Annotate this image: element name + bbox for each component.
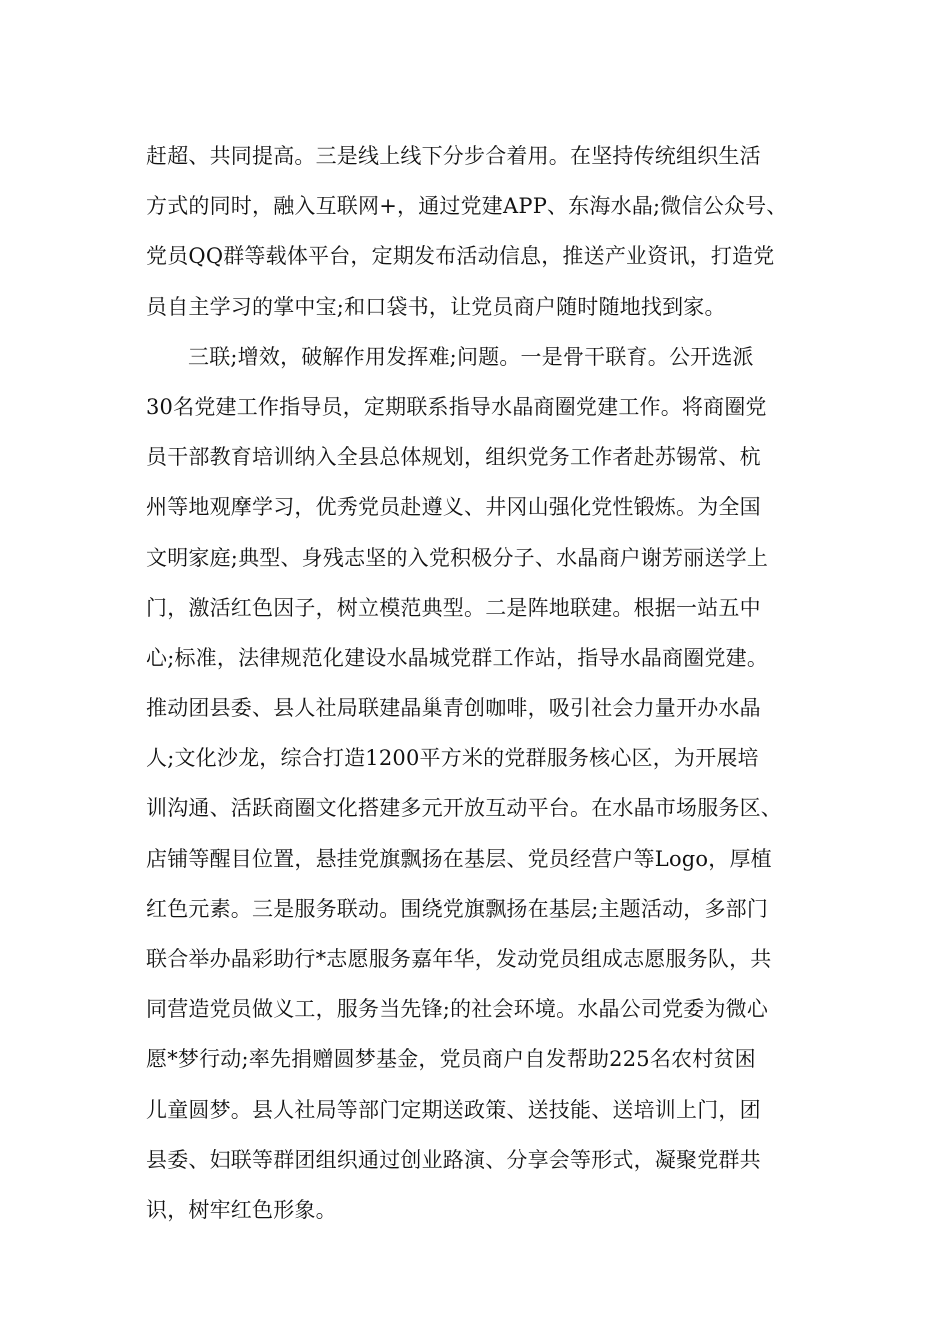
text-line: 方式的同时，融入互联网+，通过党建APP、东海水晶;微信公众号、 xyxy=(146,194,788,219)
text-line: 党员QQ群等载体平台，定期发布活动信息，推送产业资讯，打造党 xyxy=(146,244,775,269)
text-line: 同营造党员做义工，服务当先锋;的社会环境。水晶公司党委为微心 xyxy=(146,997,769,1022)
text-line: 州等地观摩学习，优秀党员赴遵义、井冈山强化党性锻炼。为全国 xyxy=(146,495,761,520)
text-line: 县委、妇联等群团组织通过创业路演、分享会等形式，凝聚党群共 xyxy=(146,1147,761,1172)
text-line: 联合举办晶彩助行*志愿服务嘉年华，发动党员组成志愿服务队，共 xyxy=(146,947,772,971)
text-line: 文明家庭;典型、身残志坚的入党积极分子、水晶商户谢芳丽送学上 xyxy=(146,545,769,570)
text-line: 30名党建工作指导员，定期联系指导水晶商圈党建工作。将商圈党 xyxy=(146,394,767,419)
text-line: 店铺等醒目位置，悬挂党旗飘扬在基层、党员经营户等Logo，厚植 xyxy=(146,846,772,871)
text-line: 儿童圆梦。县人社局等部门定期送政策、送技能、送培训上门，团 xyxy=(146,1097,761,1122)
text-line: 员干部教育培训纳入全县总体规划，组织党务工作者赴苏锡常、杭 xyxy=(146,445,761,470)
text-line: 人;文化沙龙，综合打造1200平方米的党群服务核心区，为开展培 xyxy=(146,746,759,771)
text-line: 识，树牢红色形象。 xyxy=(146,1197,337,1222)
text-line: 心;标准，法律规范化建设水晶城党群工作站，指导水晶商圈党建。 xyxy=(146,645,769,670)
text-line: 赶超、共同提高。三是线上线下分步合着用。在坚持传统组织生活 xyxy=(146,144,761,168)
text-line: 员自主学习的掌中宝;和口袋书，让党员商户随时随地找到家。 xyxy=(146,294,726,319)
body-text xyxy=(146,131,816,1235)
text-line: 推动团县委、县人社局联建晶巢青创咖啡，吸引社会力量开办水晶 xyxy=(146,696,761,721)
paragraph-first-line: 三联;增效，破解作用发挥难;问题。一是骨干联育。公开选派 xyxy=(188,344,754,369)
text-line: 训沟通、活跃商圈文化搭建多元开放互动平台。在水晶市场服务区、 xyxy=(146,796,782,821)
text-line: 愿*梦行动;率先捐赠圆梦基金，党员商户自发帮助225名农村贫困 xyxy=(146,1047,756,1072)
text-line: 门，激活红色因子，树立模范典型。二是阵地联建。根据一站五中 xyxy=(146,595,761,620)
text-line: 红色元素。三是服务联动。围绕党旗飘扬在基层;主题活动，多部门 xyxy=(146,896,769,921)
